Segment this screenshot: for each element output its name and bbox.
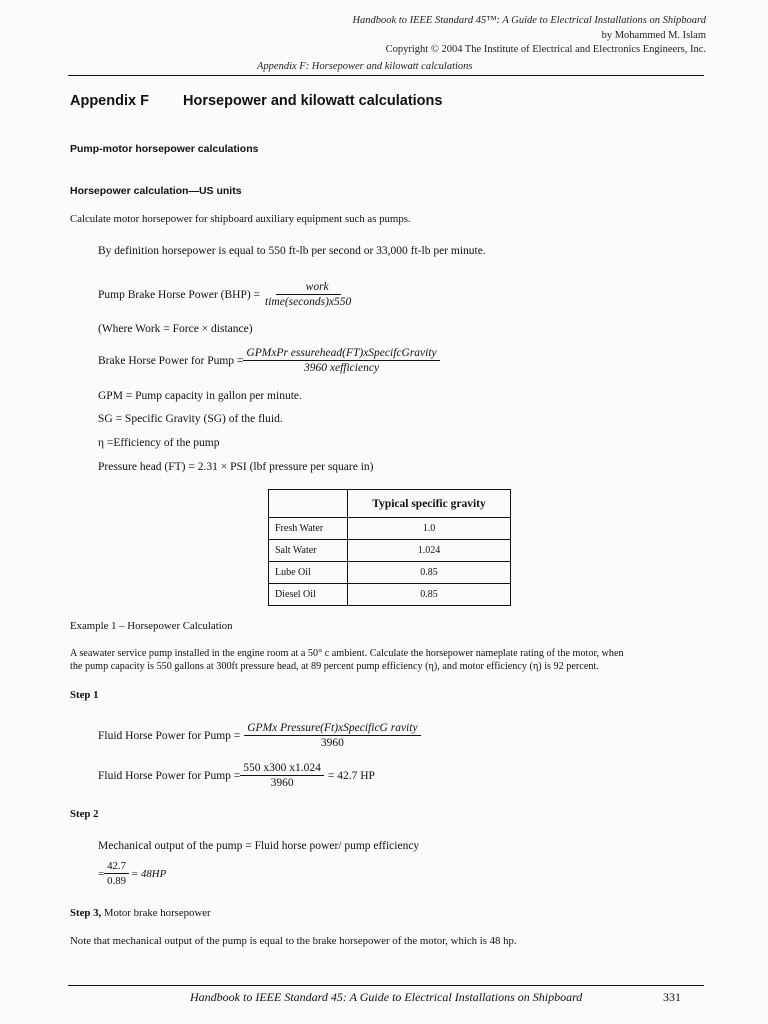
fhp2-fraction [240, 762, 324, 789]
footer-rule [68, 985, 704, 986]
footer-title: Handbook to IEEE Standard 45: A Guide to Electrical Installations on Shipboard [190, 990, 583, 1004]
fhp-numerator: GPMx Pressure(Ft)xSpecificG ravity [244, 722, 420, 736]
fluid-name: Diesel Oil [269, 584, 348, 606]
step2-label: Step 2 [70, 808, 99, 820]
table-row [269, 540, 511, 562]
table-row [269, 518, 511, 540]
intro-text: Calculate motor horsepower for shipboard auxiliary equipment such as pumps. [70, 213, 411, 225]
step3-label: Step 3, [70, 907, 102, 919]
step2-eq-prefix: = [98, 867, 105, 880]
fhp2-denominator: 3960 [270, 777, 294, 789]
fluid-name: Salt Water [269, 540, 348, 562]
definition-text: By definition horsepower is equal to 550 ft-lb per second or 33,000 ft-lb per minute. [98, 245, 486, 257]
sg-value: 0.85 [348, 562, 511, 584]
fhp2-numerator: 550 x300 x1.024 [240, 762, 324, 776]
page-title: Horsepower and kilowatt calculations [183, 93, 443, 109]
step2-numerator: 42.7 [104, 860, 129, 874]
table-header-row [269, 490, 511, 518]
specific-gravity-table [268, 489, 511, 606]
where-work-text: (Where Work = Force × distance) [98, 323, 253, 335]
step3-heading [70, 907, 211, 919]
bhp-numerator: work [276, 281, 341, 295]
fhp-formula [98, 722, 421, 749]
step1-label: Step 1 [70, 689, 99, 701]
appendix-label: Appendix F [70, 93, 149, 109]
page-number: 331 [663, 990, 681, 1004]
example-title: Example 1 – Horsepower Calculation [70, 620, 233, 632]
sg-definition: SG = Specific Gravity (SG) of the fluid. [98, 413, 283, 425]
appendix-running-head: Appendix F: Horsepower and kilowatt calculations [257, 61, 473, 72]
pressure-head-definition: Pressure head (FT) = 2.31 × PSI (lbf pressure per square in) [98, 461, 374, 473]
step3-note: Note that mechanical output of the pump is equal to the brake horsepower of the motor, which is 48 hp. [70, 935, 517, 947]
fluid-name: Fresh Water [269, 518, 348, 540]
table-title: Typical specific gravity [348, 490, 511, 518]
bhp-denominator: time(seconds)x550 [265, 296, 352, 308]
gpm-definition: GPM = Pump capacity in gallon per minute. [98, 390, 302, 402]
section-heading-us-units: Horsepower calculation—US units [70, 185, 242, 197]
sg-value: 1.024 [348, 540, 511, 562]
table-header-empty-cell [269, 490, 348, 518]
bhp-label: Pump Brake Horse Power (BHP) = [98, 288, 261, 301]
step2-fraction [104, 860, 129, 887]
bhp-pump-fraction [243, 347, 439, 374]
bhp-pump-label: Brake Horse Power for Pump = [98, 354, 244, 367]
mechanical-output-text: Mechanical output of the pump = Fluid horse power/ pump efficiency [98, 840, 420, 852]
bhp-formula [98, 281, 354, 308]
bhp-pump-formula [98, 347, 440, 374]
bhp-pump-denominator: 3960 xefficiency [304, 362, 380, 374]
step2-denominator: 0.89 [107, 875, 126, 887]
bhp-fraction [262, 281, 354, 308]
fluid-name: Lube Oil [269, 562, 348, 584]
author-line: by Mohammed M. Islam [601, 30, 706, 41]
fhp2-result: = 42.7 HP [327, 769, 375, 782]
step3-label-rest: Motor brake horsepower [101, 907, 211, 919]
fhp-numeric-formula [98, 762, 375, 789]
eta-definition: η =Efficiency of the pump [98, 437, 220, 449]
example-text-line2: the pump capacity is 550 gallons at 300ft pressure head, at 89 percent pump efficiency (η), and motor efficiency (η) is 92 percent. [70, 661, 599, 672]
copyright-line: Copyright © 2004 The Institute of Electrical and Electronics Engineers, Inc. [385, 44, 706, 55]
step2-result: = 48HP [131, 867, 167, 880]
sg-value: 1.0 [348, 518, 511, 540]
step2-equation [98, 860, 166, 887]
table-row [269, 562, 511, 584]
fhp-denominator: 3960 [320, 737, 344, 749]
section-heading-pump-motor: Pump-motor horsepower calculations [70, 143, 259, 155]
header-rule [68, 75, 704, 76]
fhp2-label: Fluid Horse Power for Pump = [98, 769, 241, 782]
bhp-pump-numerator: GPMxPr essurehead(FT)xSpecifcGravity [243, 347, 439, 361]
fhp-fraction [244, 722, 420, 749]
sg-value: 0.85 [348, 584, 511, 606]
table-row [269, 584, 511, 606]
fhp-label: Fluid Horse Power for Pump = [98, 729, 241, 742]
book-title-header: Handbook to IEEE Standard 45™: A Guide to Electrical Installations on Shipboard [352, 15, 706, 26]
example-text-line1: A seawater service pump installed in the engine room at a 50° c ambient. Calculate the horsepower nameplate rating of the motor, when [70, 648, 624, 659]
